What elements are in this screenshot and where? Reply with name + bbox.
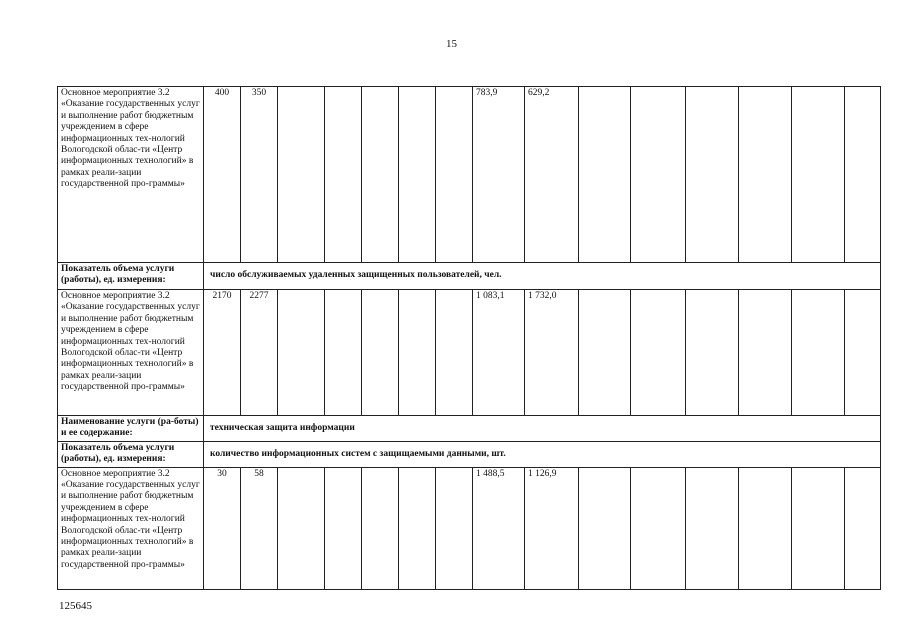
fact-cost: 1 732,0 (525, 290, 579, 416)
plan-volume: 400 (204, 87, 241, 263)
empty-cell (845, 87, 881, 263)
empty-cell (739, 87, 792, 263)
plan-cost: 783,9 (473, 87, 525, 263)
section-header-label: Показатель объема услуги (работы), ед. измерения: (58, 441, 204, 467)
empty-cell (278, 290, 325, 416)
empty-cell (278, 87, 325, 263)
fact-volume: 2277 (241, 290, 278, 416)
empty-cell (686, 467, 739, 589)
empty-cell (739, 467, 792, 589)
section-header-row (58, 441, 881, 467)
report-table (57, 86, 881, 590)
measure-name: Основное мероприятие 3.2 «Оказание государственных услуг и выполнение работ бюджетным учреждением в сфере информационных тех-нологий Вологодской облас-ти «Центр информационных технологий» в рамках реали-зации государственной про-граммы» (58, 290, 204, 416)
empty-cell (436, 87, 473, 263)
empty-cell (631, 467, 686, 589)
empty-cell (436, 467, 473, 589)
empty-cell (325, 290, 362, 416)
empty-cell (792, 290, 845, 416)
plan-cost: 1 488,5 (473, 467, 525, 589)
section-header-label: Показатель объема услуги (работы), ед. измерения: (58, 263, 204, 290)
fact-cost: 629,2 (525, 87, 579, 263)
empty-cell (631, 290, 686, 416)
empty-cell (399, 290, 436, 416)
empty-cell (845, 467, 881, 589)
empty-cell (739, 290, 792, 416)
empty-cell (325, 87, 362, 263)
fact-cost: 1 126,9 (525, 467, 579, 589)
empty-cell (792, 87, 845, 263)
table-row (58, 87, 881, 263)
section-header-value: количество информационных систем с защищаемыми данными, шт. (204, 441, 881, 467)
table-row (58, 467, 881, 589)
section-header-value: техническая защита информации (204, 416, 881, 442)
plan-volume: 2170 (204, 290, 241, 416)
empty-cell (278, 467, 325, 589)
fact-volume: 58 (241, 467, 278, 589)
section-header-row (58, 416, 881, 442)
empty-cell (579, 467, 631, 589)
empty-cell (362, 467, 399, 589)
empty-cell (686, 290, 739, 416)
empty-cell (362, 87, 399, 263)
section-header-row (58, 263, 881, 290)
section-header-value: число обслуживаемых удаленных защищенных пользователей, чел. (204, 263, 881, 290)
plan-cost: 1 083,1 (473, 290, 525, 416)
measure-name: Основное мероприятие 3.2 «Оказание государственных услуг и выполнение работ бюджетным учреждением в сфере информационных тех-нологий Вологодской облас-ти «Центр информационных технологий» в рамках реали-зации государственной про-граммы» (58, 467, 204, 589)
empty-cell (579, 290, 631, 416)
empty-cell (579, 87, 631, 263)
section-header-label: Наименование услуги (ра-боты) и ее содержание: (58, 416, 204, 442)
plan-volume: 30 (204, 467, 241, 589)
empty-cell (399, 87, 436, 263)
document-code: 125645 (59, 600, 92, 612)
page-number: 15 (446, 38, 457, 50)
empty-cell (436, 290, 473, 416)
table-row (58, 290, 881, 416)
empty-cell (631, 87, 686, 263)
fact-volume: 350 (241, 87, 278, 263)
empty-cell (325, 467, 362, 589)
table-body (58, 87, 881, 590)
measure-name: Основное мероприятие 3.2 «Оказание государственных услуг и выполнение работ бюджетным учреждением в сфере информационных тех-нологий Вологодской облас-ти «Центр информационных технологий» в рамках реали-зации государственной про-граммы» (58, 87, 204, 263)
empty-cell (792, 467, 845, 589)
empty-cell (399, 467, 436, 589)
empty-cell (686, 87, 739, 263)
empty-cell (362, 290, 399, 416)
empty-cell (845, 290, 881, 416)
